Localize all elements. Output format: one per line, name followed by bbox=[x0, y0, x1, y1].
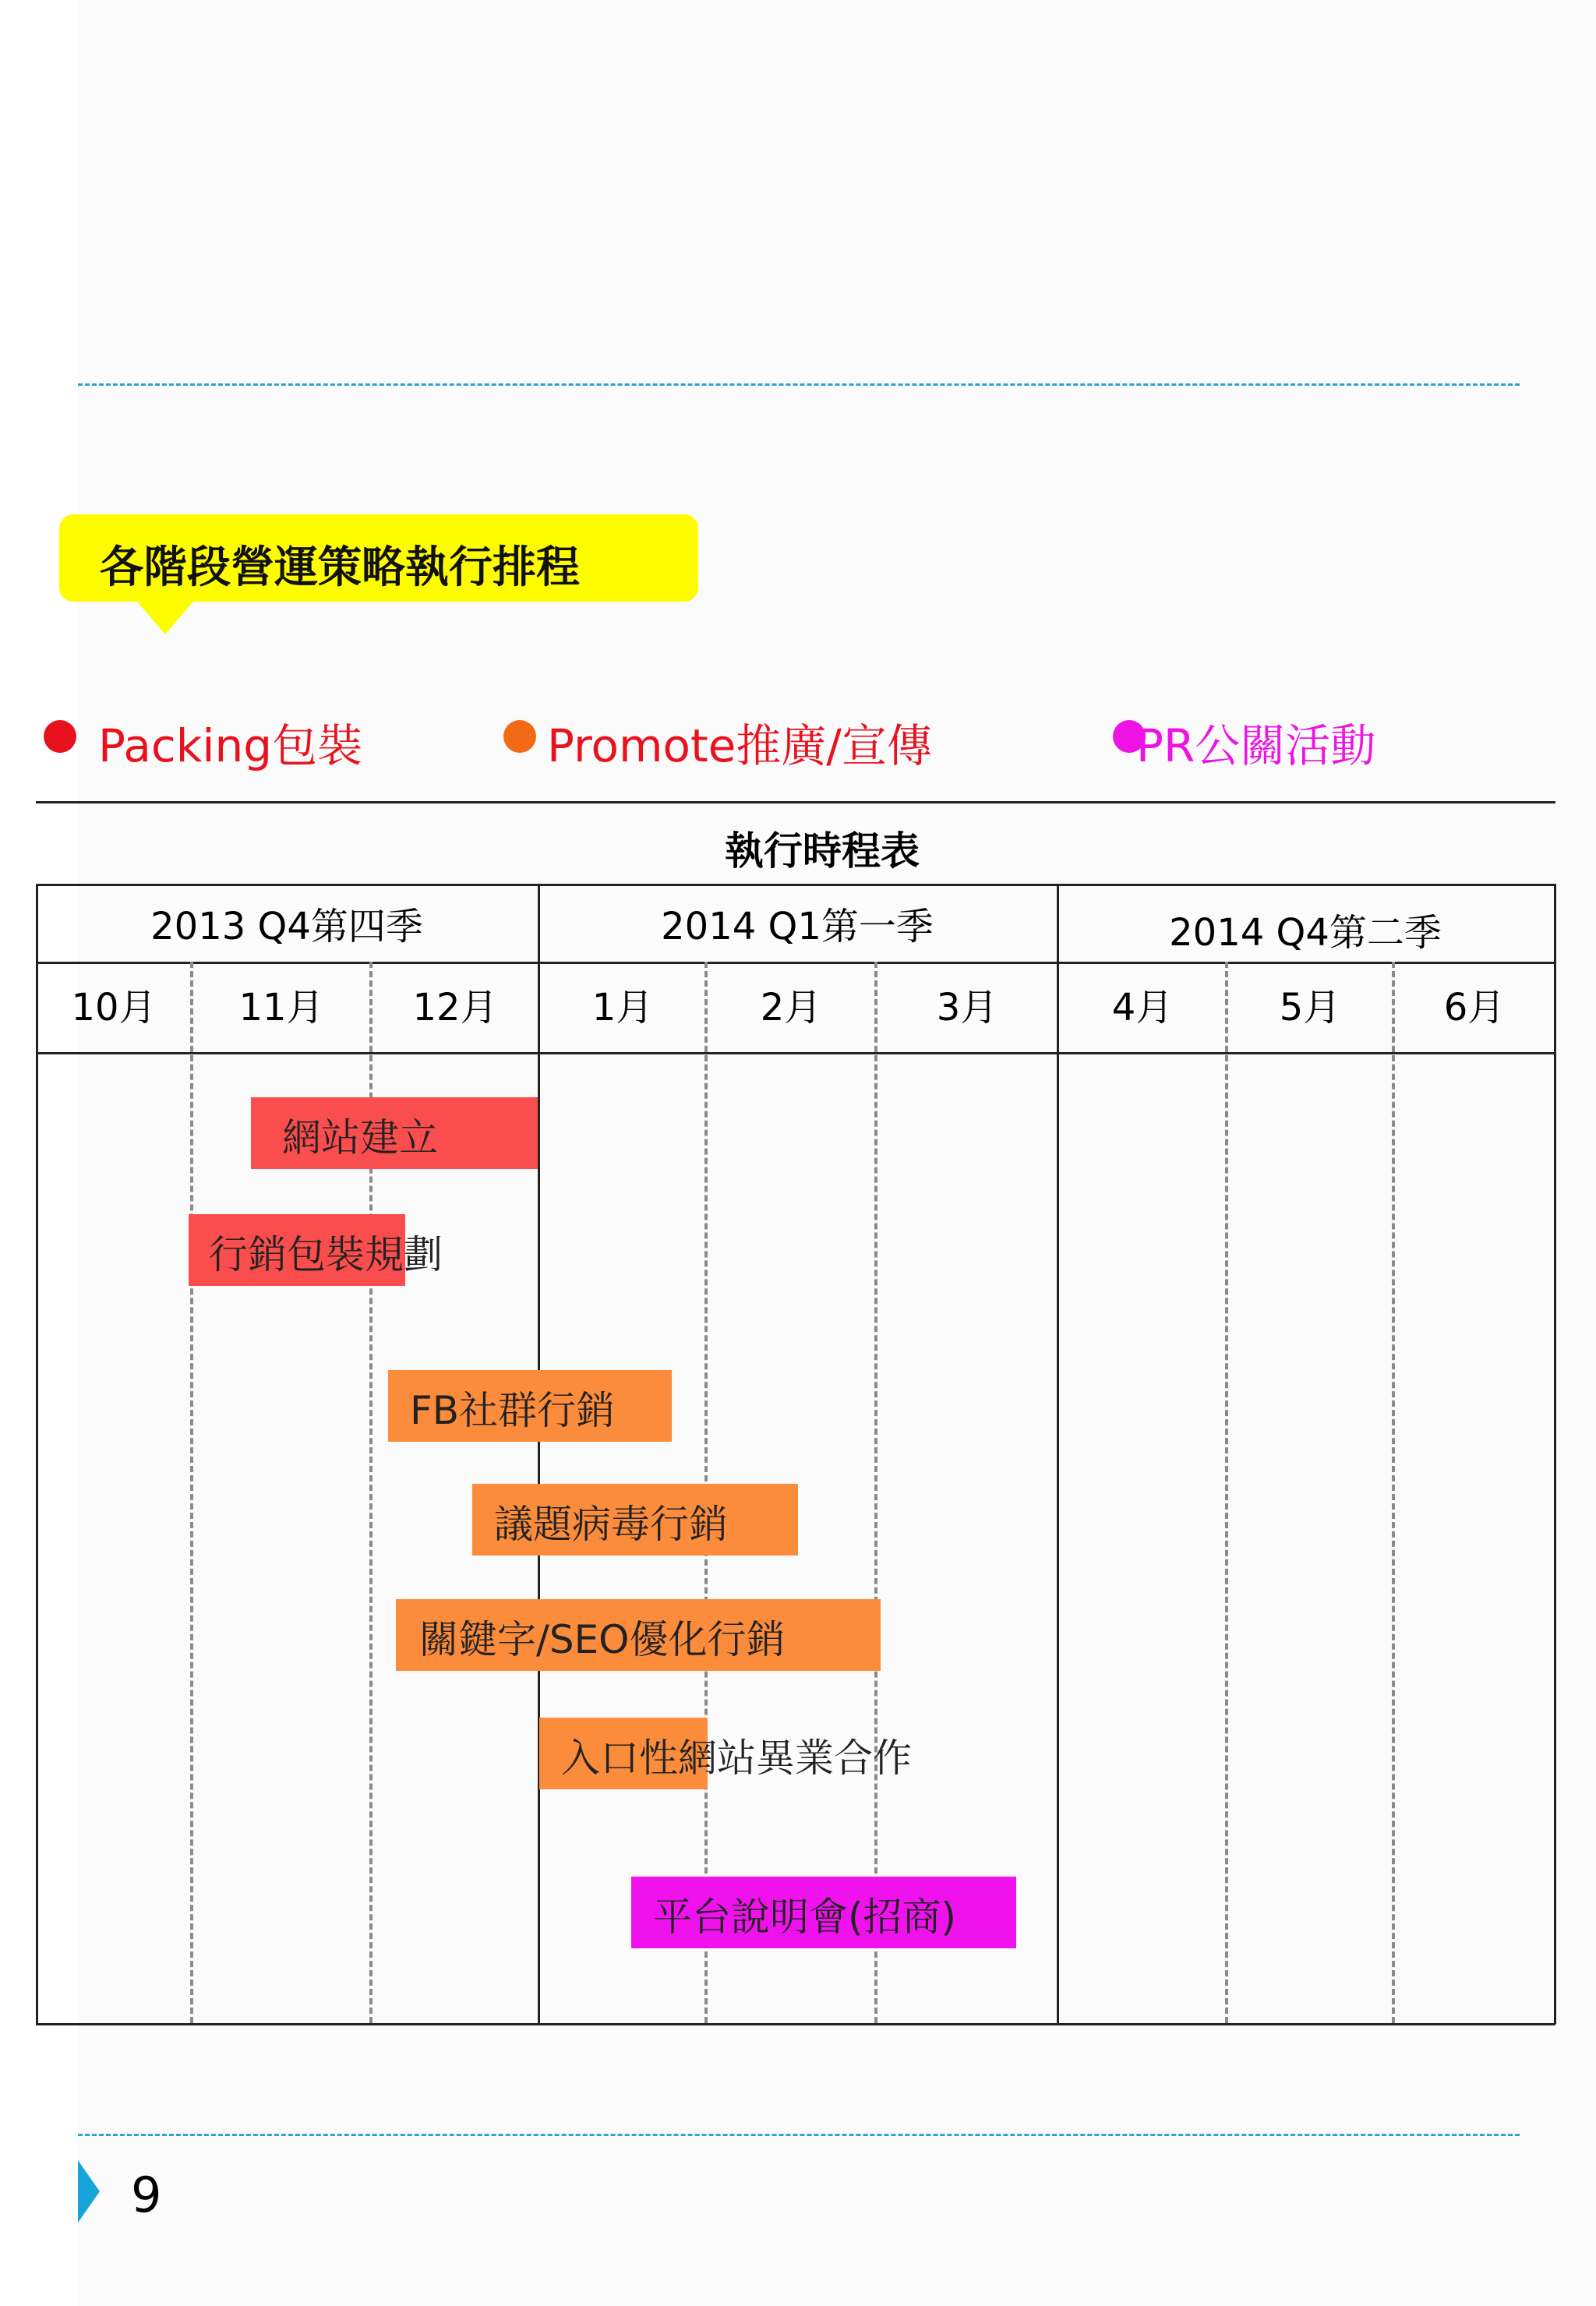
quarter-header: 2014 Q4第二季 bbox=[1169, 911, 1442, 955]
month-header: 4月 bbox=[1111, 986, 1174, 1029]
grid-line-month bbox=[874, 962, 877, 2023]
month-header: 12月 bbox=[412, 986, 498, 1029]
month-header: 10月 bbox=[71, 986, 157, 1029]
grid-line-month bbox=[1225, 962, 1228, 2023]
month-header: 11月 bbox=[238, 986, 324, 1029]
quarter-header: 2013 Q4第四季 bbox=[150, 905, 423, 948]
grid-line-right bbox=[1554, 884, 1556, 2024]
grid-line-q2-start bbox=[1057, 884, 1059, 2024]
quarter-header: 2014 Q1第一季 bbox=[661, 905, 934, 948]
legend-dot-promote bbox=[503, 720, 536, 753]
month-header: 6月 bbox=[1443, 986, 1506, 1029]
page-marker-icon bbox=[78, 2160, 100, 2223]
top-divider bbox=[78, 383, 1520, 386]
grid-line-quarter-bottom bbox=[36, 962, 1555, 964]
grid-line-month bbox=[1392, 962, 1395, 2023]
month-header: 3月 bbox=[936, 986, 998, 1029]
page-number: 9 bbox=[131, 2167, 162, 2223]
month-header: 5月 bbox=[1279, 986, 1341, 1029]
legend-label-packing: Packing包裝 bbox=[98, 719, 363, 772]
month-header: 1月 bbox=[591, 986, 654, 1029]
month-header: 2月 bbox=[760, 986, 822, 1029]
task-label: 入口性網站異業合作 bbox=[561, 1736, 912, 1781]
legend-label-promote: Promote推廣/宣傳 bbox=[547, 719, 932, 772]
legend-label-pr: PR公關活動 bbox=[1136, 719, 1376, 772]
section-title: 各階段營運策略執行排程 bbox=[100, 542, 580, 593]
bottom-divider bbox=[78, 2134, 1520, 2136]
grid-line-q1-start bbox=[538, 884, 540, 2024]
legend-dot-packing bbox=[44, 720, 76, 753]
task-label: 議題病毒行銷 bbox=[494, 1502, 728, 1547]
task-label: 關鍵字/SEO優化行銷 bbox=[419, 1617, 786, 1662]
task-label: 行銷包裝規劃 bbox=[209, 1232, 443, 1277]
grid-line-top bbox=[36, 884, 1555, 886]
grid-line-month bbox=[190, 962, 193, 2023]
task-label: 平台說明會(招商) bbox=[653, 1895, 957, 1940]
grid-line-month-bottom bbox=[36, 1052, 1555, 1054]
section-title-tag bbox=[59, 514, 698, 602]
task-label: 網站建立 bbox=[282, 1115, 438, 1160]
schedule-top-rule bbox=[36, 801, 1555, 803]
grid-line-bottom bbox=[36, 2023, 1555, 2025]
schedule-title: 執行時程表 bbox=[725, 828, 920, 874]
grid-line-left bbox=[36, 884, 38, 2024]
task-label: FB社群行銷 bbox=[410, 1388, 616, 1433]
